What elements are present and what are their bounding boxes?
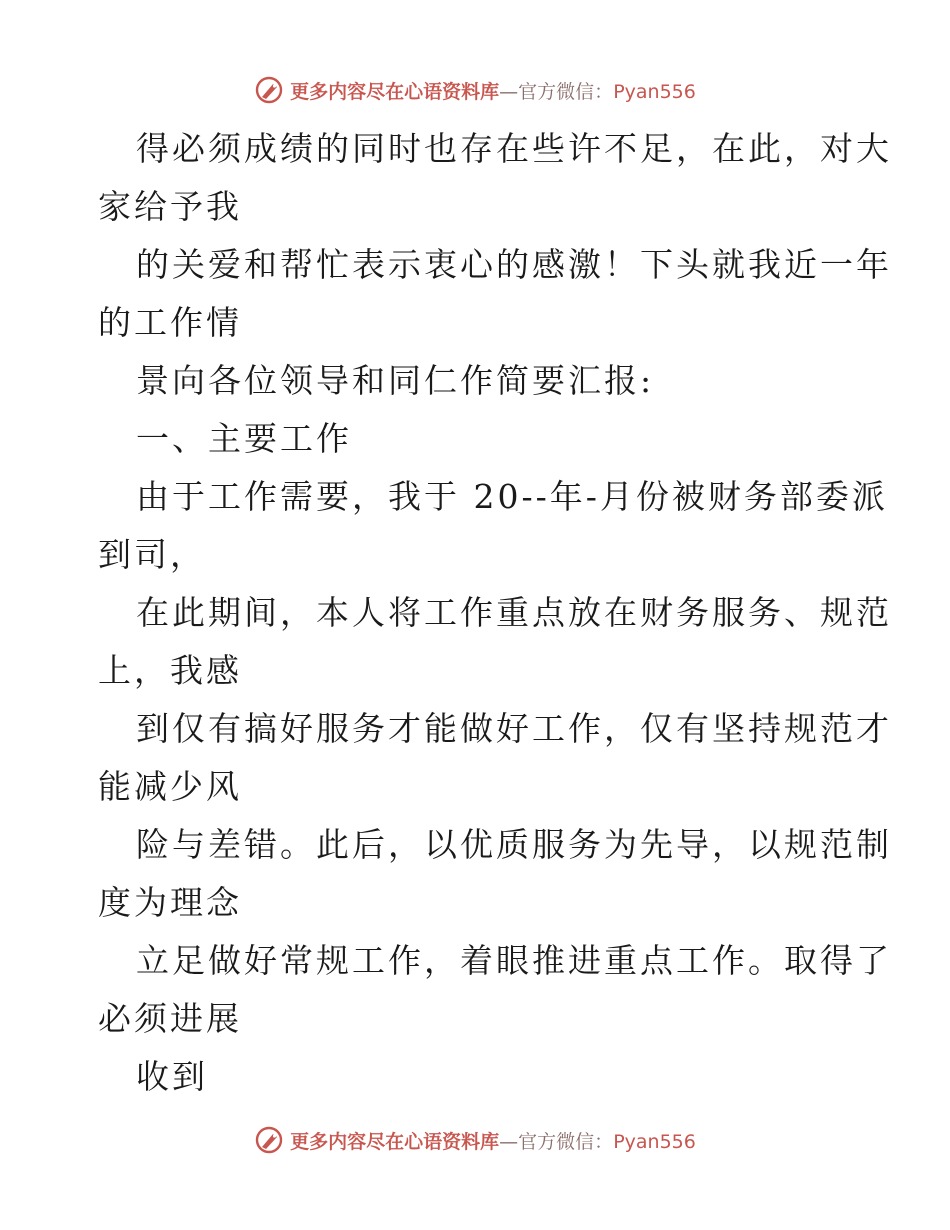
text-line: 由于工作需要，我于 20--年-月份被财务部委派 [136, 477, 888, 516]
text-line: 到司， [98, 535, 206, 574]
banner-wechat-id: Pyan556 [613, 1130, 696, 1153]
banner-separator: — [499, 80, 519, 103]
banner-separator: — [499, 1130, 519, 1153]
banner-brand: 更多内容尽在心语资料库 [290, 80, 500, 103]
text-line: 的工作情 [98, 303, 242, 342]
pen-nib-circle-icon [254, 1125, 284, 1155]
banner-text [290, 1127, 696, 1154]
banner-label: 官方微信： [518, 1130, 614, 1153]
text-line: 一、主要工作 [136, 419, 352, 458]
text-line: 到仅有搞好服务才能做好工作，仅有坚持规范才 [136, 709, 892, 748]
text-line: 必须进展 [98, 999, 242, 1038]
text-line: 在此期间，本人将工作重点放在财务服务、规范 [136, 593, 892, 632]
text-line: 收到 [136, 1057, 208, 1096]
banner-label: 官方微信： [518, 80, 614, 103]
text-line: 度为理念 [98, 883, 242, 922]
text-line: 家给予我 [98, 187, 242, 226]
text-line: 能减少风 [98, 767, 242, 806]
text-line: 景向各位领导和同仁作简要汇报: [136, 361, 655, 400]
document-body [98, 120, 892, 1106]
banner-wechat-id: Pyan556 [613, 80, 696, 103]
text-line: 得必须成绩的同时也存在些许不足，在此，对大 [136, 129, 892, 168]
banner-brand: 更多内容尽在心语资料库 [290, 1130, 500, 1153]
text-line: 上，我感 [98, 651, 242, 690]
header-banner [0, 70, 950, 110]
text-line: 险与差错。此后，以优质服务为先导，以规范制 [136, 825, 892, 864]
pen-nib-circle-icon [254, 75, 284, 105]
text-line: 的关爱和帮忙表示衷心的感激！下头就我近一年 [136, 245, 892, 284]
banner-text [290, 77, 696, 104]
footer-banner [0, 1120, 950, 1160]
text-line: 立足做好常规工作，着眼推进重点工作。取得了 [136, 941, 892, 980]
